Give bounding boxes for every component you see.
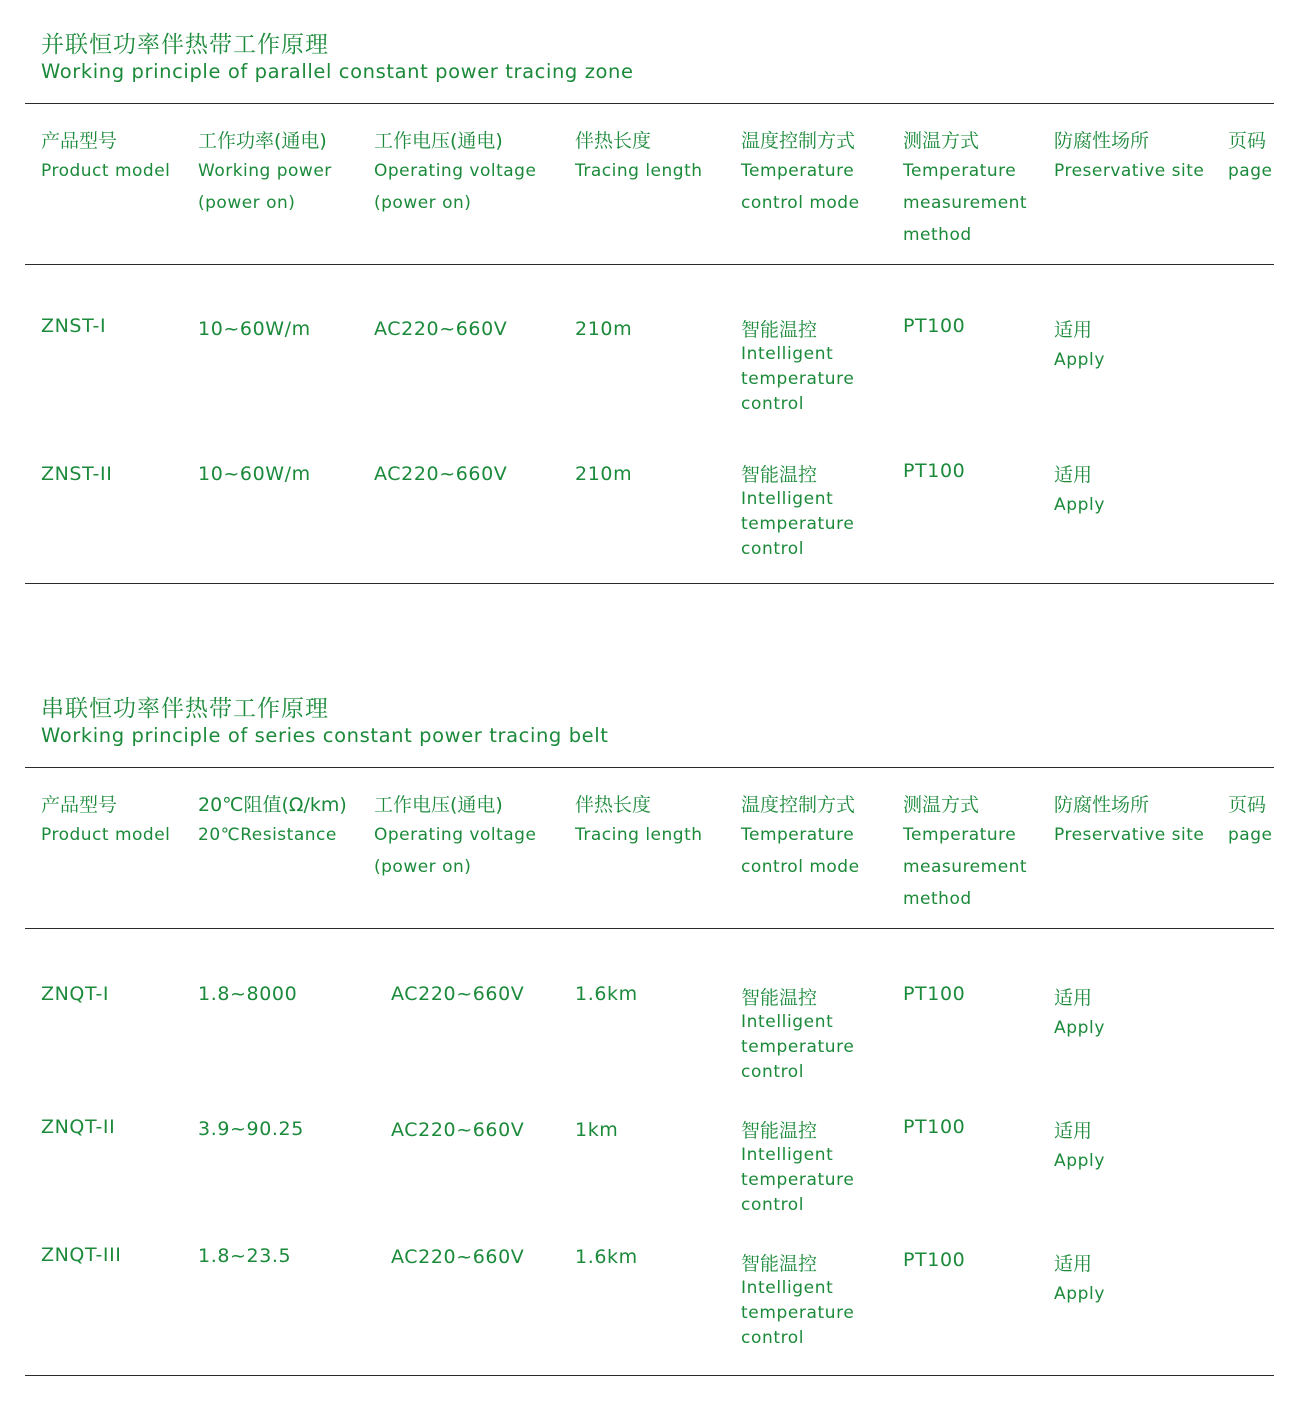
header-en: Operating voltage: [374, 161, 537, 181]
site-cn: 适用: [1054, 1120, 1093, 1142]
cell-model: ZNQT-I: [41, 983, 110, 1005]
cell-voltage: AC220~660V: [391, 1246, 525, 1268]
cell-power: 10~60W/m: [198, 318, 311, 340]
header-cn: 产品型号: [41, 794, 118, 816]
cell-site: [1054, 983, 1105, 1038]
header-en: measurement: [903, 193, 1028, 213]
cell-length: 1.6km: [575, 983, 638, 1005]
cell-control: [741, 460, 854, 562]
header-en: control mode: [741, 193, 860, 213]
section-title-en: Working principle of series constant power tracing belt: [41, 724, 609, 747]
header-en: Temperature: [741, 825, 855, 845]
site-en: Apply: [1054, 1151, 1105, 1171]
cell-control: [741, 983, 854, 1085]
table-bottom-rule: [25, 583, 1274, 584]
site-en: Apply: [1054, 1018, 1105, 1038]
control-cn: 智能温控: [741, 1253, 818, 1275]
site-cn: 适用: [1054, 1253, 1093, 1275]
control-en: Intelligent: [741, 344, 834, 364]
header-cn: 页码: [1228, 794, 1267, 816]
table-top-rule: [25, 103, 1274, 104]
control-en: temperature: [741, 1170, 855, 1190]
header-model: [41, 126, 170, 187]
header-en: Preservative site: [1054, 161, 1205, 181]
control-en: Intelligent: [741, 1012, 834, 1032]
cell-voltage: AC220~660V: [391, 1119, 525, 1141]
cell-resistance: 3.9~90.25: [198, 1118, 304, 1140]
site-cn: 适用: [1054, 987, 1093, 1009]
header-cn: 页码: [1228, 130, 1267, 152]
header-voltage: [374, 126, 536, 219]
cell-control: [741, 1249, 854, 1351]
cell-measure: PT100: [903, 1116, 966, 1138]
cell-length: 1km: [575, 1119, 619, 1141]
cell-control: [741, 315, 854, 417]
header-cn: 防腐性场所: [1054, 130, 1150, 152]
header-en: method: [903, 889, 972, 909]
table-top-rule: [25, 767, 1274, 768]
header-model: [41, 790, 170, 851]
control-en: control: [741, 1328, 805, 1348]
cell-site: [1054, 315, 1105, 370]
header-length: [575, 126, 703, 187]
section-title-en: Working principle of parallel constant power tracing zone: [41, 60, 634, 83]
cell-model: ZNST-II: [41, 463, 113, 485]
cell-voltage: AC220~660V: [374, 318, 508, 340]
header-control: [741, 790, 860, 883]
header-page: [1228, 790, 1272, 851]
header-en: page: [1228, 161, 1273, 181]
table-bottom-rule: [25, 1375, 1274, 1376]
header-en: Temperature: [903, 161, 1017, 181]
control-cn: 智能温控: [741, 464, 818, 486]
cell-resistance: 1.8~8000: [198, 983, 298, 1005]
header-cn: 工作电压(通电): [374, 794, 503, 816]
cell-length: 210m: [575, 318, 633, 340]
header-en: (power on): [198, 193, 296, 213]
cell-voltage: AC220~660V: [391, 983, 525, 1005]
cell-model: ZNST-I: [41, 315, 107, 337]
cell-length: 210m: [575, 463, 633, 485]
cell-power: 10~60W/m: [198, 463, 311, 485]
control-en: temperature: [741, 1037, 855, 1057]
site-en: Apply: [1054, 350, 1105, 370]
cell-measure: PT100: [903, 315, 966, 337]
cell-voltage: AC220~660V: [374, 463, 508, 485]
header-en: Working power: [198, 161, 332, 181]
control-en: Intelligent: [741, 489, 834, 509]
header-bottom-rule: [25, 928, 1274, 929]
header-en: Tracing length: [575, 825, 703, 845]
cell-model: ZNQT-III: [41, 1244, 122, 1266]
header-en: Preservative site: [1054, 825, 1205, 845]
header-en: Operating voltage: [374, 825, 537, 845]
control-en: control: [741, 1195, 805, 1215]
header-site: [1054, 126, 1204, 187]
cell-site: [1054, 1249, 1105, 1304]
header-cn: 工作电压(通电): [374, 130, 503, 152]
header-cn: 温度控制方式: [741, 794, 856, 816]
cell-site: [1054, 1116, 1105, 1171]
section-title-cn: 串联恒功率伴热带工作原理: [41, 696, 329, 722]
header-voltage: [374, 790, 536, 883]
header-en: Temperature: [903, 825, 1017, 845]
header-page: [1228, 126, 1272, 187]
site-en: Apply: [1054, 495, 1105, 515]
control-en: control: [741, 539, 805, 559]
header-en: (power on): [374, 857, 472, 877]
header-cn: 20℃阻值(Ω/km): [198, 794, 347, 816]
header-site: [1054, 790, 1204, 851]
header-en: Product model: [41, 161, 171, 181]
cell-model: ZNQT-II: [41, 1116, 116, 1138]
header-cn: 防腐性场所: [1054, 794, 1150, 816]
cell-measure: PT100: [903, 460, 966, 482]
control-cn: 智能温控: [741, 987, 818, 1009]
control-en: control: [741, 1062, 805, 1082]
header-length: [575, 790, 703, 851]
header-en: (power on): [374, 193, 472, 213]
header-control: [741, 126, 860, 219]
control-cn: 智能温控: [741, 319, 818, 341]
header-en: Product model: [41, 825, 171, 845]
header-measure: [903, 790, 1027, 915]
header-en: control mode: [741, 857, 860, 877]
control-en: temperature: [741, 369, 855, 389]
cell-resistance: 1.8~23.5: [198, 1245, 292, 1267]
control-en: control: [741, 394, 805, 414]
site-en: Apply: [1054, 1284, 1105, 1304]
header-en: Tracing length: [575, 161, 703, 181]
header-en: page: [1228, 825, 1273, 845]
header-cn: 测温方式: [903, 130, 980, 152]
header-en: Temperature: [741, 161, 855, 181]
cell-measure: PT100: [903, 1249, 966, 1271]
cell-control: [741, 1116, 854, 1218]
cell-length: 1.6km: [575, 1246, 638, 1268]
header-en: method: [903, 225, 972, 245]
cell-site: [1054, 460, 1105, 515]
header-en: 20℃Resistance: [198, 825, 337, 845]
cell-measure: PT100: [903, 983, 966, 1005]
site-cn: 适用: [1054, 464, 1093, 486]
control-en: Intelligent: [741, 1145, 834, 1165]
header-cn: 测温方式: [903, 794, 980, 816]
header-resistance: [198, 790, 347, 851]
header-cn: 工作功率(通电): [198, 130, 327, 152]
section-title-cn: 并联恒功率伴热带工作原理: [41, 32, 329, 58]
header-cn: 伴热长度: [575, 130, 652, 152]
control-en: temperature: [741, 1303, 855, 1323]
header-measure: [903, 126, 1027, 251]
header-bottom-rule: [25, 264, 1274, 265]
control-cn: 智能温控: [741, 1120, 818, 1142]
header-power: [198, 126, 332, 219]
header-cn: 温度控制方式: [741, 130, 856, 152]
header-cn: 伴热长度: [575, 794, 652, 816]
site-cn: 适用: [1054, 319, 1093, 341]
header-cn: 产品型号: [41, 130, 118, 152]
control-en: Intelligent: [741, 1278, 834, 1298]
header-en: measurement: [903, 857, 1028, 877]
control-en: temperature: [741, 514, 855, 534]
